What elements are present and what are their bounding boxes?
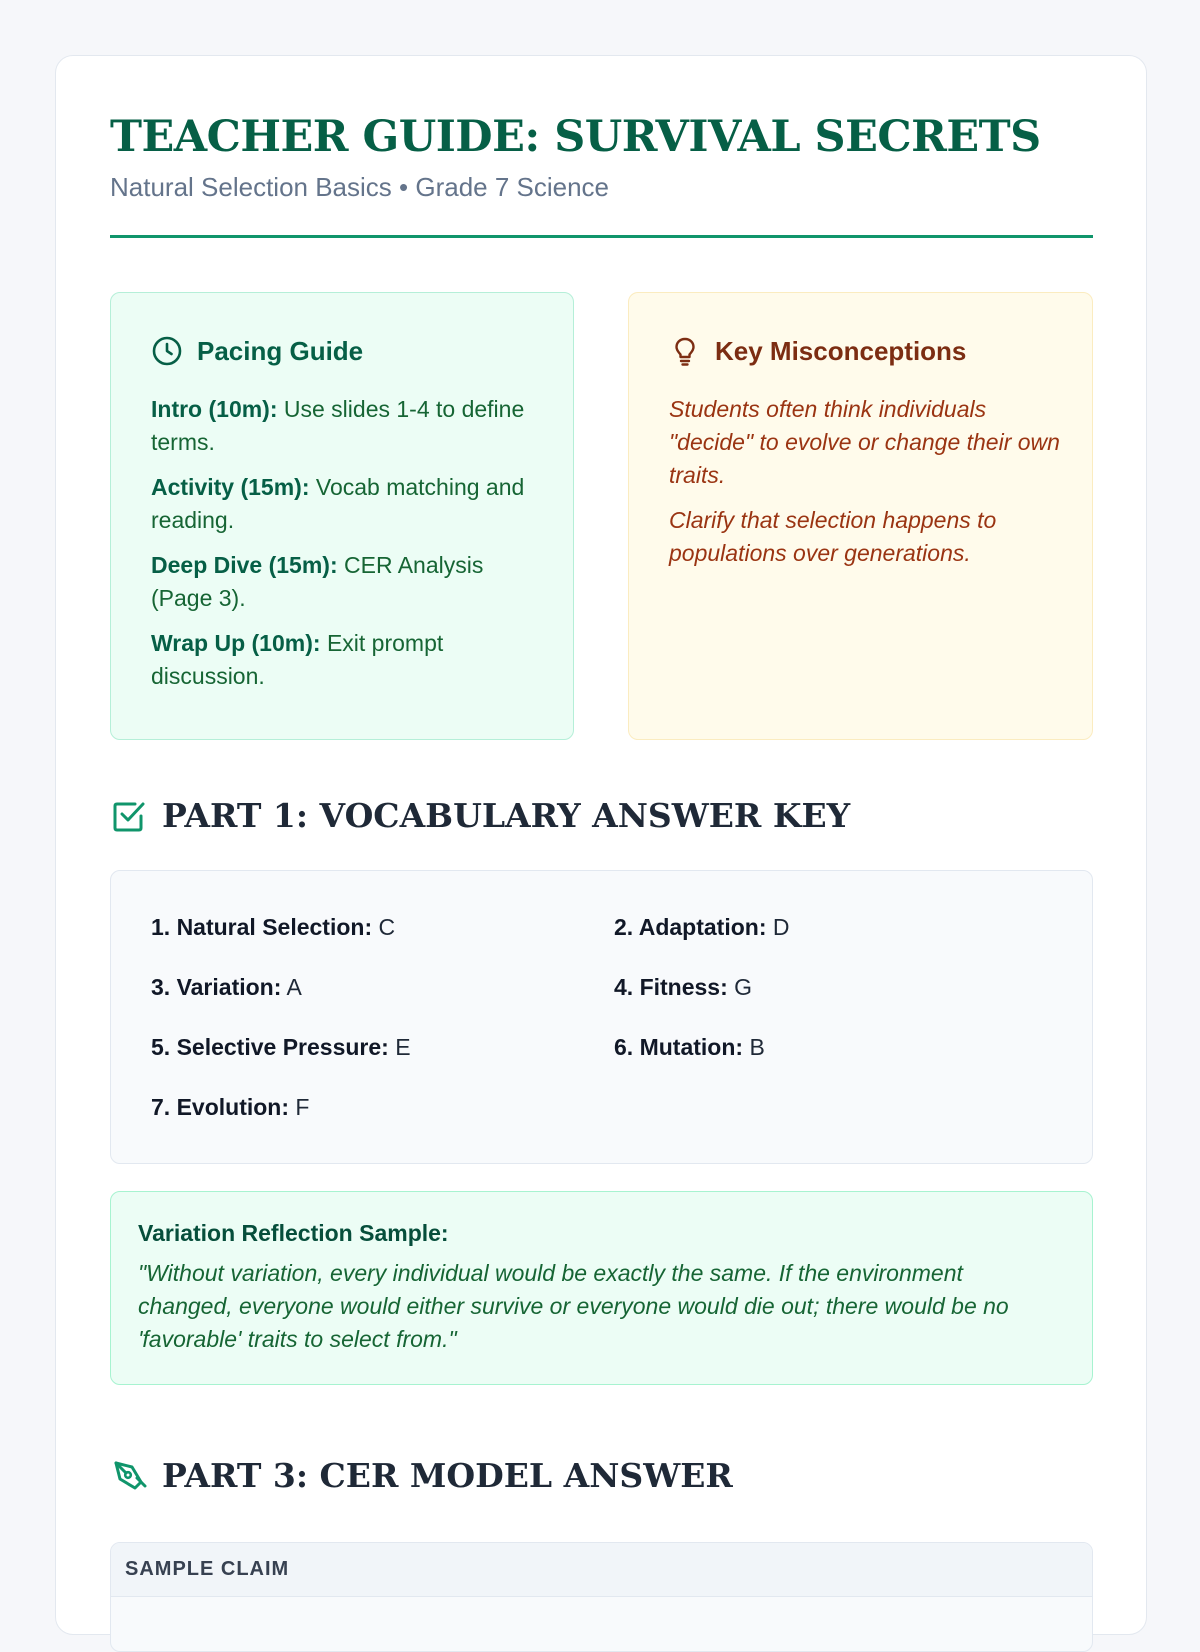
vocab-answer bbox=[151, 1034, 411, 1061]
pacing-item-text: CER Analysis (Page 3). bbox=[151, 552, 484, 611]
pacing-item bbox=[151, 627, 541, 693]
vocab-term: 5. Selective Pressure: bbox=[151, 1034, 389, 1060]
part1-heading bbox=[110, 796, 850, 835]
cer-model-answer bbox=[110, 1542, 1093, 1652]
pacing-guide-title: Pacing Guide bbox=[197, 335, 364, 366]
pacing-item bbox=[151, 393, 541, 459]
vocab-term: 2. Adaptation: bbox=[614, 914, 767, 940]
vocab-answer bbox=[614, 974, 752, 1001]
pen-icon bbox=[110, 1457, 148, 1495]
vocab-answer bbox=[614, 914, 790, 941]
teacher-guide-card bbox=[55, 55, 1147, 1635]
vocab-letter: E bbox=[395, 1034, 411, 1060]
pacing-guide-panel bbox=[110, 292, 574, 740]
vocab-answer bbox=[151, 914, 395, 941]
pacing-item-text: Use slides 1-4 to define terms. bbox=[151, 396, 525, 455]
pacing-guide-header bbox=[151, 335, 363, 367]
misconceptions-panel bbox=[628, 292, 1093, 740]
pacing-item bbox=[151, 471, 541, 537]
pacing-item-label: Activity (15m): bbox=[151, 474, 310, 500]
vocab-letter: D bbox=[772, 914, 790, 940]
vocab-answer bbox=[614, 1034, 765, 1061]
pacing-list bbox=[151, 393, 541, 705]
clock-icon bbox=[151, 335, 183, 367]
pacing-item-label: Wrap Up (10m): bbox=[151, 630, 321, 656]
vocab-answer bbox=[151, 1094, 309, 1121]
part3-heading bbox=[110, 1456, 733, 1495]
part1-title: PART 1: VOCABULARY ANSWER KEY bbox=[162, 796, 851, 835]
pacing-item-label: Deep Dive (15m): bbox=[151, 552, 338, 578]
part3-title: PART 3: CER MODEL ANSWER bbox=[162, 1456, 733, 1495]
header-divider bbox=[110, 235, 1093, 238]
vocab-letter: F bbox=[295, 1094, 310, 1120]
misconceptions-header bbox=[669, 335, 966, 367]
misconceptions-body bbox=[669, 393, 1069, 582]
page-subtitle: Natural Selection Basics • Grade 7 Science bbox=[110, 172, 610, 202]
pacing-item-text: Vocab matching and reading. bbox=[151, 474, 525, 533]
vocab-term: 3. Variation: bbox=[151, 974, 282, 1000]
misconceptions-title: Key Misconceptions bbox=[715, 335, 967, 366]
lightbulb-icon bbox=[669, 335, 701, 367]
vocab-letter: C bbox=[378, 914, 396, 940]
vocab-letter: G bbox=[734, 974, 753, 1000]
pacing-item-label: Intro (10m): bbox=[151, 396, 278, 422]
vocab-term: 6. Mutation: bbox=[614, 1034, 744, 1060]
page-title: TEACHER GUIDE: SURVIVAL SECRETS bbox=[110, 112, 1041, 162]
vocab-letter: A bbox=[286, 974, 302, 1000]
misconception-paragraph: Clarify that selection happens to populations over generations. bbox=[669, 507, 997, 566]
checkbox-icon bbox=[110, 797, 148, 835]
pacing-item-text: Exit prompt discussion. bbox=[151, 630, 444, 689]
variation-reflection-sample bbox=[110, 1191, 1093, 1385]
vocab-term: 1. Natural Selection: bbox=[151, 914, 373, 940]
vocab-letter: B bbox=[749, 1034, 765, 1060]
vocab-answer bbox=[151, 974, 302, 1001]
reflection-heading: Variation Reflection Sample: bbox=[138, 1220, 449, 1246]
vocab-answer-key bbox=[110, 870, 1093, 1164]
misconception-paragraph: Students often think individuals "decide" to evolve or change their own traits. bbox=[669, 396, 1060, 488]
vocab-term: 4. Fitness: bbox=[614, 974, 728, 1000]
pacing-item bbox=[151, 549, 541, 615]
vocab-term: 7. Evolution: bbox=[151, 1094, 289, 1120]
sample-claim-label: SAMPLE CLAIM bbox=[111, 1543, 1092, 1597]
reflection-text: "Without variation, every individual would be exactly the same. If the environment changed, everyone would either survive or everyone would die out; there would be no 'favorable' traits to select from." bbox=[138, 1260, 1009, 1352]
